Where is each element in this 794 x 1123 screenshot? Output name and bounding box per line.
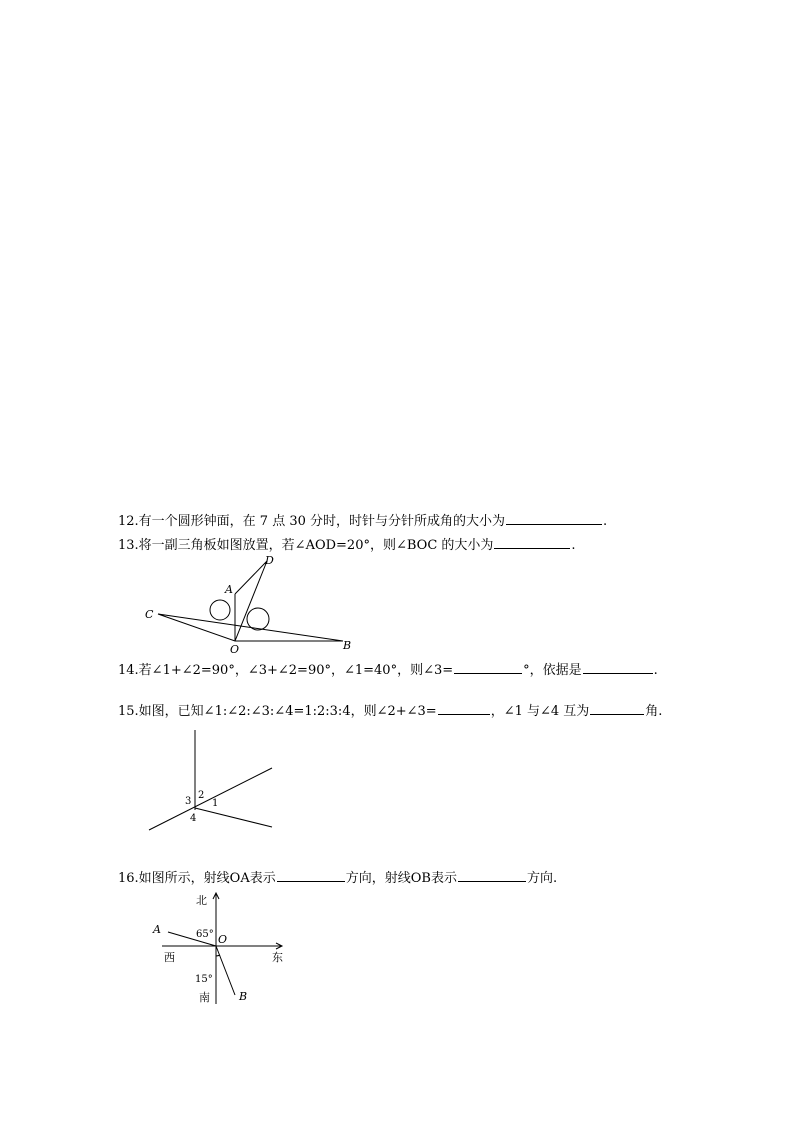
answer-blank-16a[interactable]: [277, 869, 345, 882]
label-d: D: [265, 554, 274, 567]
answer-blank-15b[interactable]: [590, 702, 644, 715]
figure-15-intersecting-lines: [145, 726, 277, 834]
label-east: 东: [272, 951, 283, 964]
angle-label-3: 3: [185, 796, 192, 807]
angle-label-2: 2: [198, 790, 205, 801]
angle-label-15: 15°: [195, 974, 213, 985]
ruler-hole-right: [247, 608, 269, 630]
question-14-text: 14.若∠1+∠2=90°，∠3+∠2=90°，∠1=40°，则∠3=: [118, 663, 454, 678]
label-b: B: [343, 639, 352, 652]
answer-blank-15a[interactable]: [438, 702, 490, 715]
answer-blank-16b[interactable]: [458, 869, 526, 882]
question-15-text: 15.如图，已知∠1:∠2:∠3:∠4=1:2:3:4，则∠2+∠3=: [118, 704, 437, 719]
label-c: C: [145, 608, 154, 621]
label-o: O: [230, 643, 240, 656]
label-south: 南: [199, 991, 210, 1004]
answer-blank-14a[interactable]: [454, 661, 522, 674]
answer-blank-13[interactable]: [494, 536, 570, 549]
figure-16-direction-diagram: [150, 890, 290, 1008]
label-b: B: [239, 990, 248, 1003]
question-13-text: 13.将一副三角板如图放置，若∠AOD=20°，则∠BOC 的大小为: [118, 538, 494, 553]
question-16: 16.如图所示，射线OA表示 方向，射线OB表示 方向.: [118, 871, 558, 886]
label-a: A: [225, 583, 233, 596]
question-16-text: 16.如图所示，射线OA表示: [118, 871, 276, 886]
ruler-hole-left: [210, 600, 230, 620]
answer-blank-12[interactable]: [506, 512, 602, 525]
angle-label-4: 4: [190, 813, 197, 824]
label-west: 西: [164, 951, 175, 964]
question-13: 13.将一副三角板如图放置，若∠AOD=20°，则∠BOC 的大小为 .: [118, 538, 576, 553]
long-line: [149, 768, 272, 830]
question-12: 12.有一个圆形钟面，在 7 点 30 分时，时针与分针所成角的大小为 .: [118, 514, 608, 529]
question-15: 15.如图，已知∠1:∠2:∠3:∠4=1:2:3:4，则∠2+∠3= ，∠1 与∠4 互为 角.: [118, 704, 663, 719]
lower-ray: [195, 808, 272, 827]
answer-blank-14b[interactable]: [583, 661, 653, 674]
angle-label-1: 1: [212, 798, 219, 809]
question-12-text: 12.有一个圆形钟面，在 7 点 30 分时，时针与分针所成角的大小为: [118, 514, 506, 529]
figure-13-triangle-rulers: [140, 552, 370, 656]
ray-ob: [216, 946, 235, 995]
angle-label-65: 65°: [196, 929, 214, 940]
label-o: O: [218, 933, 228, 946]
label-north: 北: [196, 894, 207, 907]
label-a: A: [153, 923, 161, 936]
question-14: 14.若∠1+∠2=90°，∠3+∠2=90°，∠1=40°，则∠3= °，依据是 .: [118, 663, 658, 678]
line-ad: [235, 561, 267, 594]
